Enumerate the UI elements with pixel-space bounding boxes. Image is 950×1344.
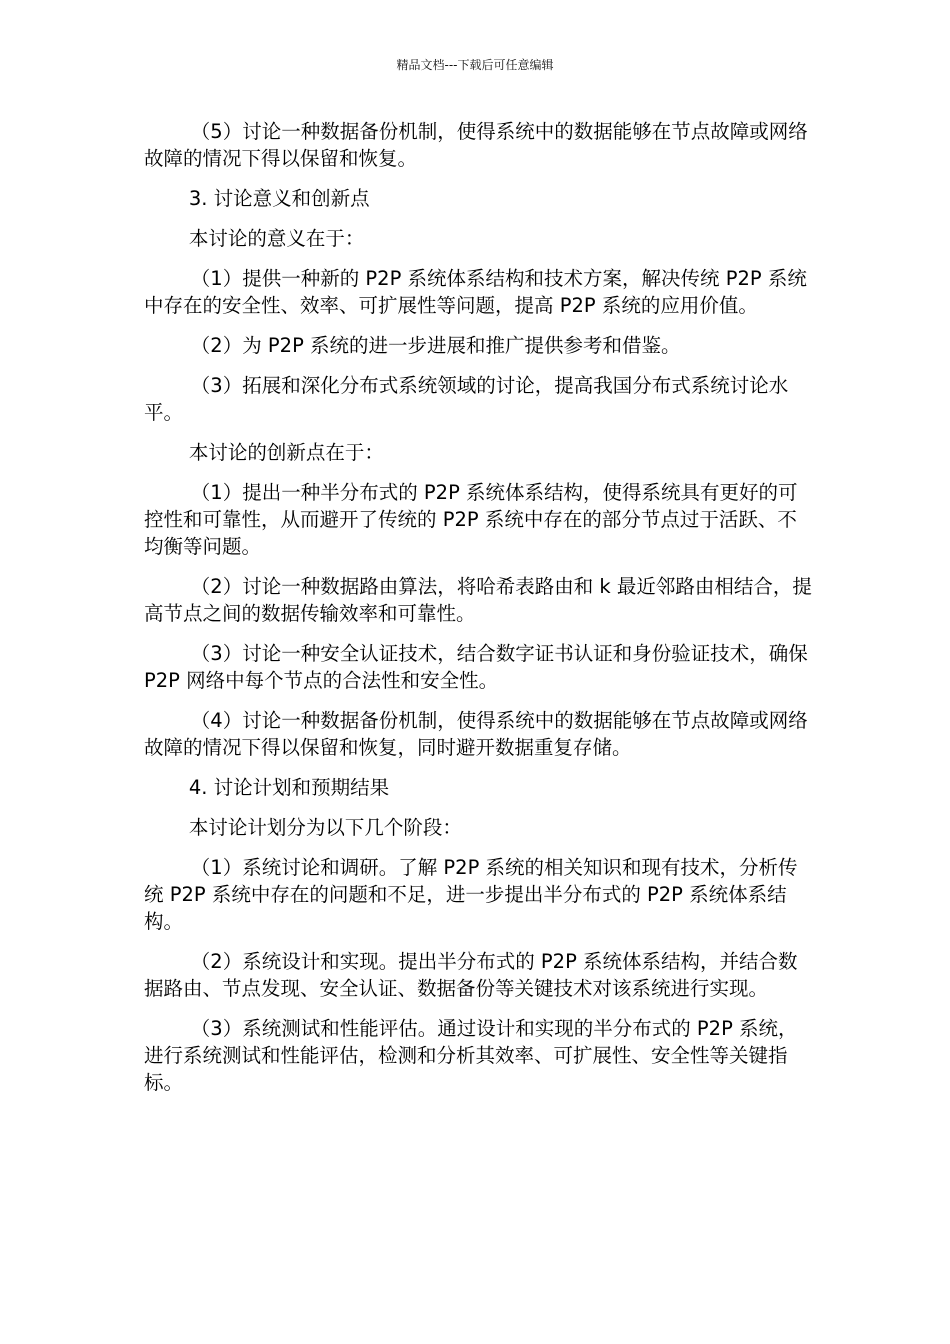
paragraph-innovation-1: （1）提出一种半分布式的 P2P 系统体系结构，使得系统具有更好的可控性和可靠性，从而避开了传统的 P2P 系统中存在的部分节点过于活跃、不均衡等问题。: [144, 481, 798, 558]
paragraph-plan-3: （3）系统测试和性能评估。通过设计和实现的半分布式的 P2P 系统，进行系统测试和性能评估，检测和分析其效率、可扩展性、安全性等关键指标。: [144, 1017, 798, 1094]
paragraph-plan-1: （1）系统讨论和调研。了解 P2P 系统的相关知识和现有技术，分析传统 P2P 系统中存在的问题和不足，进一步提出半分布式的 P2P 系统体系结构。: [144, 856, 798, 933]
paragraph-significance-2: （2）为 P2P 系统的进一步进展和推广提供参考和借鉴。: [190, 334, 681, 357]
section-heading-plan: 4. 讨论计划和预期结果: [188, 776, 390, 799]
paragraph-significance-1: （1）提供一种新的 P2P 系统体系结构和技术方案，解决传统 P2P 系统中存在的安全性、效率、可扩展性等问题，提高 P2P 系统的应用价值。: [144, 267, 807, 317]
page-header: 精品文档---下载后可任意编辑: [396, 58, 554, 72]
paragraph-innovation-2: （2）讨论一种数据路由算法，将哈希表路由和 k 最近邻路由相结合，提高节点之间的数据传输效率和可靠性。: [144, 575, 812, 625]
paragraph-significance-intro: 本讨论的意义在于：: [188, 227, 365, 250]
section-heading-significance: 3. 讨论意义和创新点: [188, 187, 370, 210]
document-body: [144, 118, 816, 1096]
paragraph-innovation-4: （4）讨论一种数据备份机制，使得系统中的数据能够在节点故障或网络故障的情况下得以保留和恢复，同时避开数据重复存储。: [144, 709, 808, 759]
paragraph-plan-intro: 本讨论计划分为以下几个阶段：: [188, 816, 462, 839]
paragraph-significance-3: （3）拓展和深化分布式系统领域的讨论，提高我国分布式系统讨论水平。: [144, 374, 789, 424]
paragraph-innovation-intro: 本讨论的创新点在于：: [188, 441, 384, 464]
paragraph-item-5-backup: （5）讨论一种数据备份机制，使得系统中的数据能够在节点故障或网络故障的情况下得以保留和恢复。: [144, 120, 808, 170]
paragraph-plan-2: （2）系统设计和实现。提出半分布式的 P2P 系统体系结构，并结合数据路由、节点发现、安全认证、数据备份等关键技术对该系统进行实现。: [144, 950, 798, 1000]
paragraph-innovation-3: （3）讨论一种安全认证技术，结合数字证书认证和身份验证技术，确保 P2P 网络中每个节点的合法性和安全性。: [144, 642, 808, 692]
